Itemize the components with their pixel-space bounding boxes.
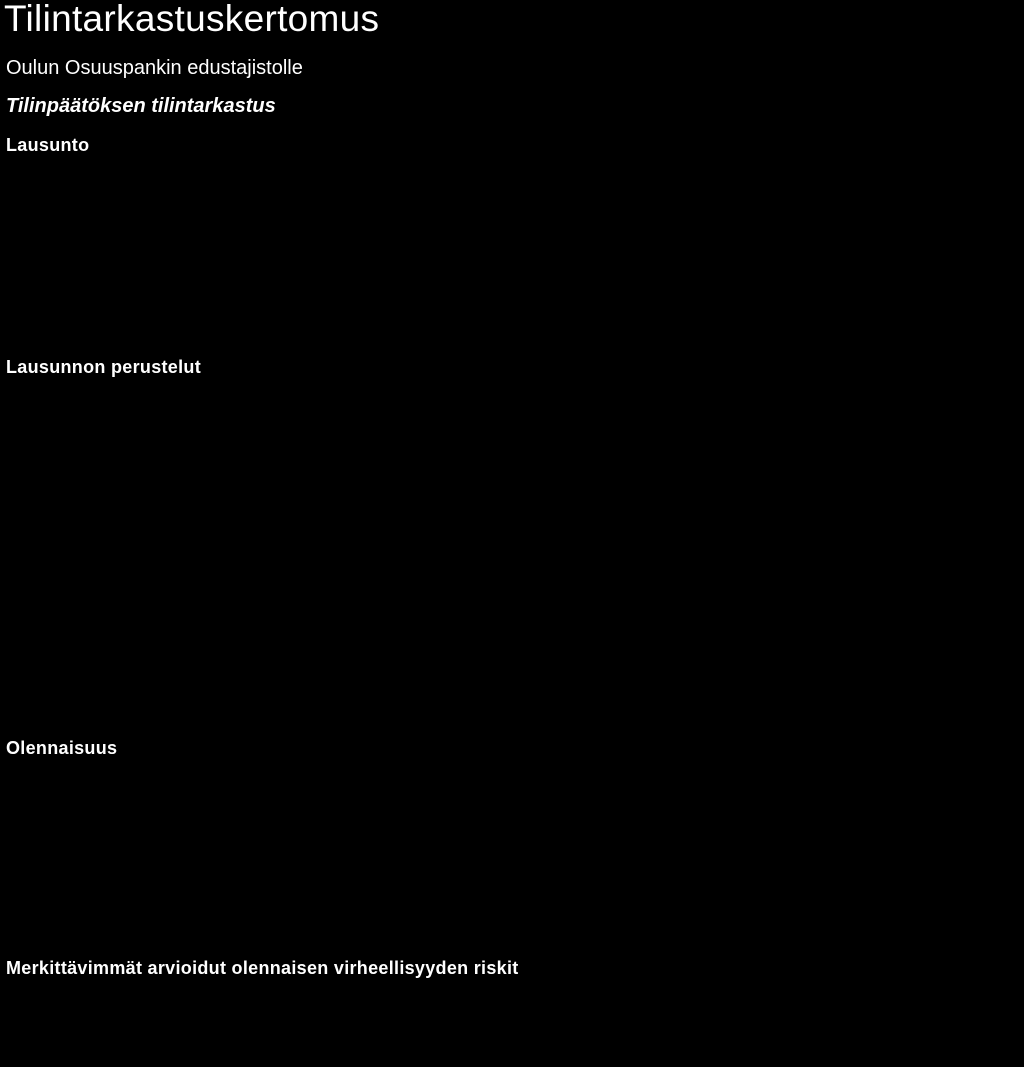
heading-key-risks: Merkittävimmät arvioidut olennaisen virheellisyyden riskit <box>6 958 519 978</box>
recipient-line: Oulun Osuuspankin edustajistolle <box>6 57 303 79</box>
section-title: Tilinpäätöksen tilintarkastus <box>6 95 276 117</box>
heading-opinion: Lausunto <box>6 135 90 155</box>
heading-basis: Lausunnon perustelut <box>6 357 201 377</box>
document-title: Tilintarkastuskertomus <box>4 0 380 39</box>
heading-materiality: Olennaisuus <box>6 738 118 758</box>
